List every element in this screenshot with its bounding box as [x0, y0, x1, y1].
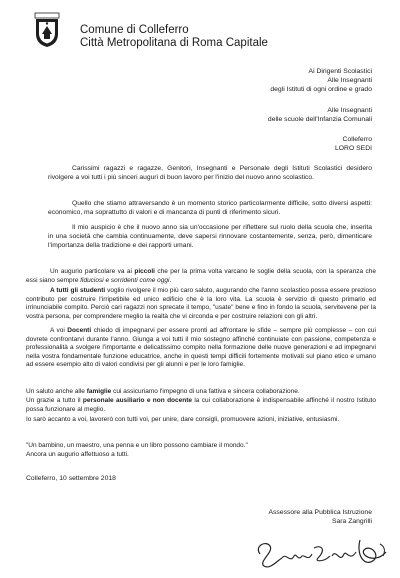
municipality-name: Comune di Colleferro [80, 24, 189, 36]
intro-paragraph-times: Quello che stiamo attraversando è un momento storico particolarmente difficile, sotto diversi aspetti: economico, ma soprattutto di valori e di mancanza di punti di riferimento sicuri. [48, 200, 372, 217]
paragraph-docenti: A voi Docenti chiedo di impegnarvi per essere pronti ad affrontare le sfide – sempre più complesse – con cui dovrete confrontarvi durante l'anno. Giunga a voi tutti il mio sostegno affinché continuiate con passione, competenza e professionalità a svolgere l'importante e delicatissimo compito nella formazione delle nuove generazioni e ad impegnarvi nella vostra fondamentale funzione educatrice, anche in questi tempi difficili fortemente motivati sul piano etico e umano ad essere esempio alto di valori condivisi per gli alunni e per le loro famiglie. [26, 327, 376, 369]
recipient-line: Alle Insegnanti [327, 77, 372, 84]
handwritten-signature [252, 534, 392, 572]
paragraph-piccoli: Un augurio particolare va ai piccoli che per la prima volta varcano le soglie della scuola, con la speranza che essi siano sempre fiduciosi e sorridenti come oggi. [26, 268, 377, 284]
paragraph-personale: Un grazie a tutto il personale ausiliario e non docente la cui collaborazione è indispensabile affinché il nostro Istituto possa funzionare al meglio. [26, 397, 376, 413]
recipient-line: Alle Insegnanti [327, 107, 372, 114]
intro-paragraph-wish: Il mio auspicio è che il nuovo anno sia un'occasione per riflettere sul ruolo della scuola che, inserita in una società che cambia continuamente, deve sapersi rinnovare costantemente, senza, però, dimenticare l'importanza della tradizione e dei rapporti umani. [48, 224, 372, 250]
coat-of-arms-logo [34, 12, 60, 48]
closing-line: Ancora un augurio affettuoso a tutti. [26, 451, 129, 458]
quote-line: "Un bambino, un maestro, una penna e un libro possono cambiare il mondo." [26, 442, 248, 449]
recipient-line: delle scuole dell'Infanzia Comunali [267, 116, 372, 123]
signer-name: Sara Zangrilli [331, 518, 372, 525]
date-line: Colleferro, 10 settembre 2018 [26, 475, 116, 482]
recipient-line: LORO SEDI [334, 145, 372, 152]
intro-paragraph-greeting: Carissimi ragazzi e ragazze, Genitori, Insegnanti e Personale degli Istituti Scolastici desidero rivolgere a voi tutti i più sinceri auguri di buon lavoro per l'inizio del nuovo anno scolastico. [48, 165, 372, 182]
recipient-city: Colleferro [342, 136, 372, 143]
metropolitan-city-name: Città Metropolitana di Roma Capitale [80, 37, 268, 49]
paragraph-famiglie: Un saluto anche alle famiglie cui assicuriamo l'impegno di una fattiva e sincera collaborazione. [26, 388, 300, 395]
recipient-line: Ai Dirigenti Scolastici [308, 68, 372, 75]
recipient-line: degli Istituti di ogni ordine e grado [270, 86, 372, 93]
signer-role: Assessore alla Pubblica Istruzione [268, 509, 372, 516]
paragraph-studenti: A tutti gli studenti voglio rivolgere il mio più caro saluto, augurando che l'anno scolastico possa essere prezioso contributo per costruire l'irripetibile ed unico edificio che è la loro vita. La scuola è servizio di questo primario ed irrinunciabile compito. Perciò cari ragazzi non sprecate il tempo, "usate" bene e fino in fondo la scuola, servitevene per la vostra persona, per comprendere meglio la realtà che vi circonda e per costruire relazioni con gli altri. [26, 287, 376, 320]
paragraph-al-vostro-fianco: Io sarò accanto a voi, lavorerò con tutti voi, per unire, dare consigli, promuovere azioni, iniziative, entusiasmi. [26, 416, 340, 423]
